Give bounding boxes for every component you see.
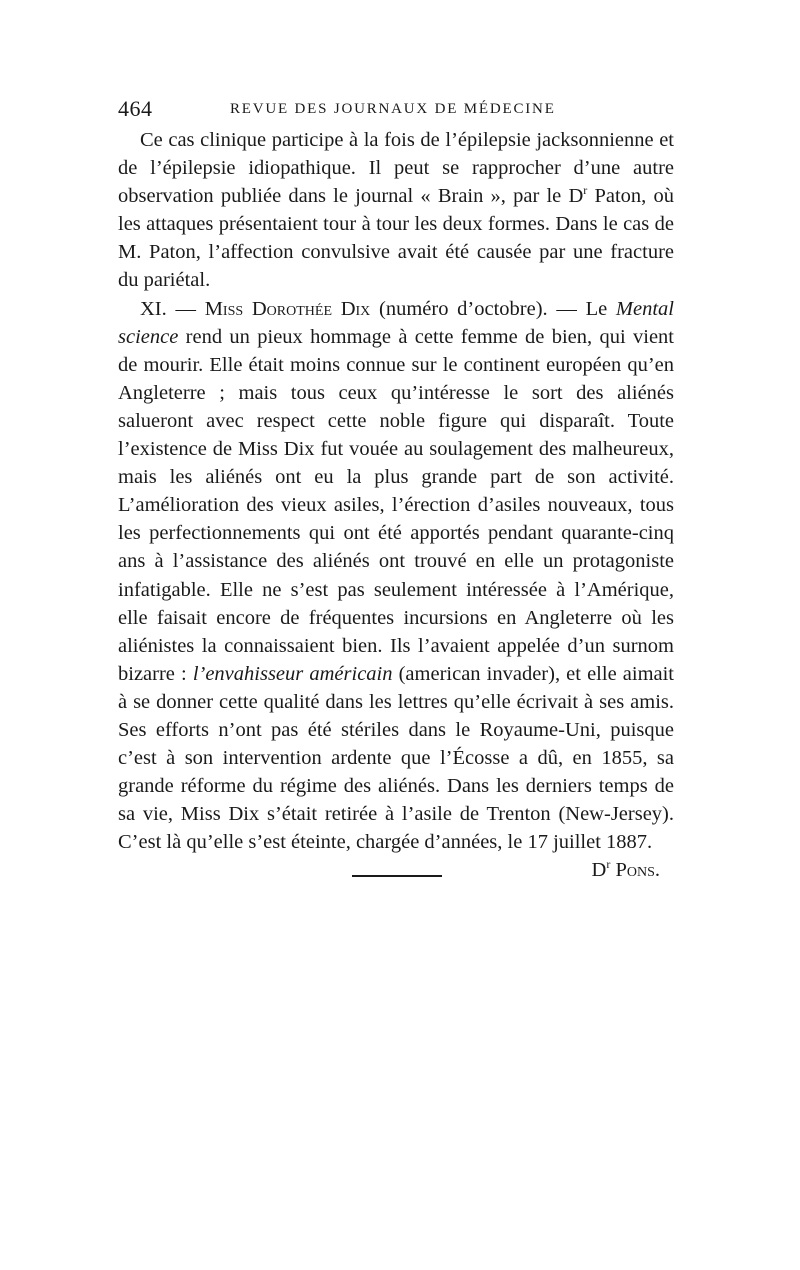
end-rule [352, 875, 442, 877]
journal-title: Mental science [118, 297, 674, 348]
signature-superscript: r [606, 857, 611, 872]
paragraph-dix [118, 295, 674, 857]
paragraph-2-text-1: rend un pieux hommage à cette femme de bien, qui vient de mourir. Elle était moins connue sur le continent européen qu’en Angleterre ; mais tous ceux qu’intéresse le sort des aliénés salueront avec respect cette noble figure qui disparaît. Toute l’existence de Miss Dix fut vouée au soulagement des malheureux, mais les aliénés ont eu la plus grande part de son activité. L’amélioration des vieux asiles, l’érection d’asiles nouveaux, tous les perfectionnements qui ont été apportés pendant quarante-cinq ans à l’assistance des aliénés ont trouvé en elle un protagoniste infatigable. Elle ne s’est pas seulement intéressée à l’Amérique, elle faisait encore de fréquentes incursions en Angleterre où les aliénistes la connaissaient bien. Ils l’avaient appelée d’un surnom bizarre : [118, 325, 674, 685]
paragraph-2-text-2: (american invader), et elle aimait à se donner cette qualité dans les lettres qu’elle écrivait à ses amis. Ses efforts n’ont pas été stériles dans le Royaume-Uni, puisque c’est à son intervention ardente que l’Écosse a dû, en 1855, sa grande réforme du régime des aliénés. Dans les derniers temps de sa vie, Miss Dix s’était retirée à l’asile de Trenton (New-Jersey). C’est là qu’elle s’est éteinte, chargée d’années, le 17 juillet 1887. [118, 662, 675, 854]
paragraph-1-text: Ce cas clinique participe à la fois de l’épilepsie jacksonnienne et de l’épilepsie idiopathique. Il peut se rapprocher d’une autre observation publiée dans le journal « Brain », par le D [118, 129, 674, 208]
article-body [118, 126, 674, 885]
section-heading-name: Miss Dorothée Dix [204, 297, 371, 320]
paragraph-epilepsy [118, 126, 674, 295]
nickname: l’envahisseur américain [192, 662, 393, 685]
paragraph-1-text-after: Paton, où les attaques présentaient tour à tour les deux formes. Dans le cas de M. Paton, l’affection convulsive avait été causée par une fracture du pariétal. [118, 185, 674, 292]
paragraph-1-superscript: r [583, 183, 588, 198]
signature-prefix: D [591, 859, 607, 882]
page-header [118, 96, 678, 126]
section-heading-note: (numéro d’octobre). — Le [370, 297, 616, 320]
running-title: REVUE DES JOURNAUX DE MÉDECINE [230, 101, 556, 117]
section-number: XI. — [140, 297, 205, 320]
author-signature [118, 856, 674, 884]
signature-name: Pons. [610, 859, 660, 882]
page-number: 464 [118, 96, 153, 121]
